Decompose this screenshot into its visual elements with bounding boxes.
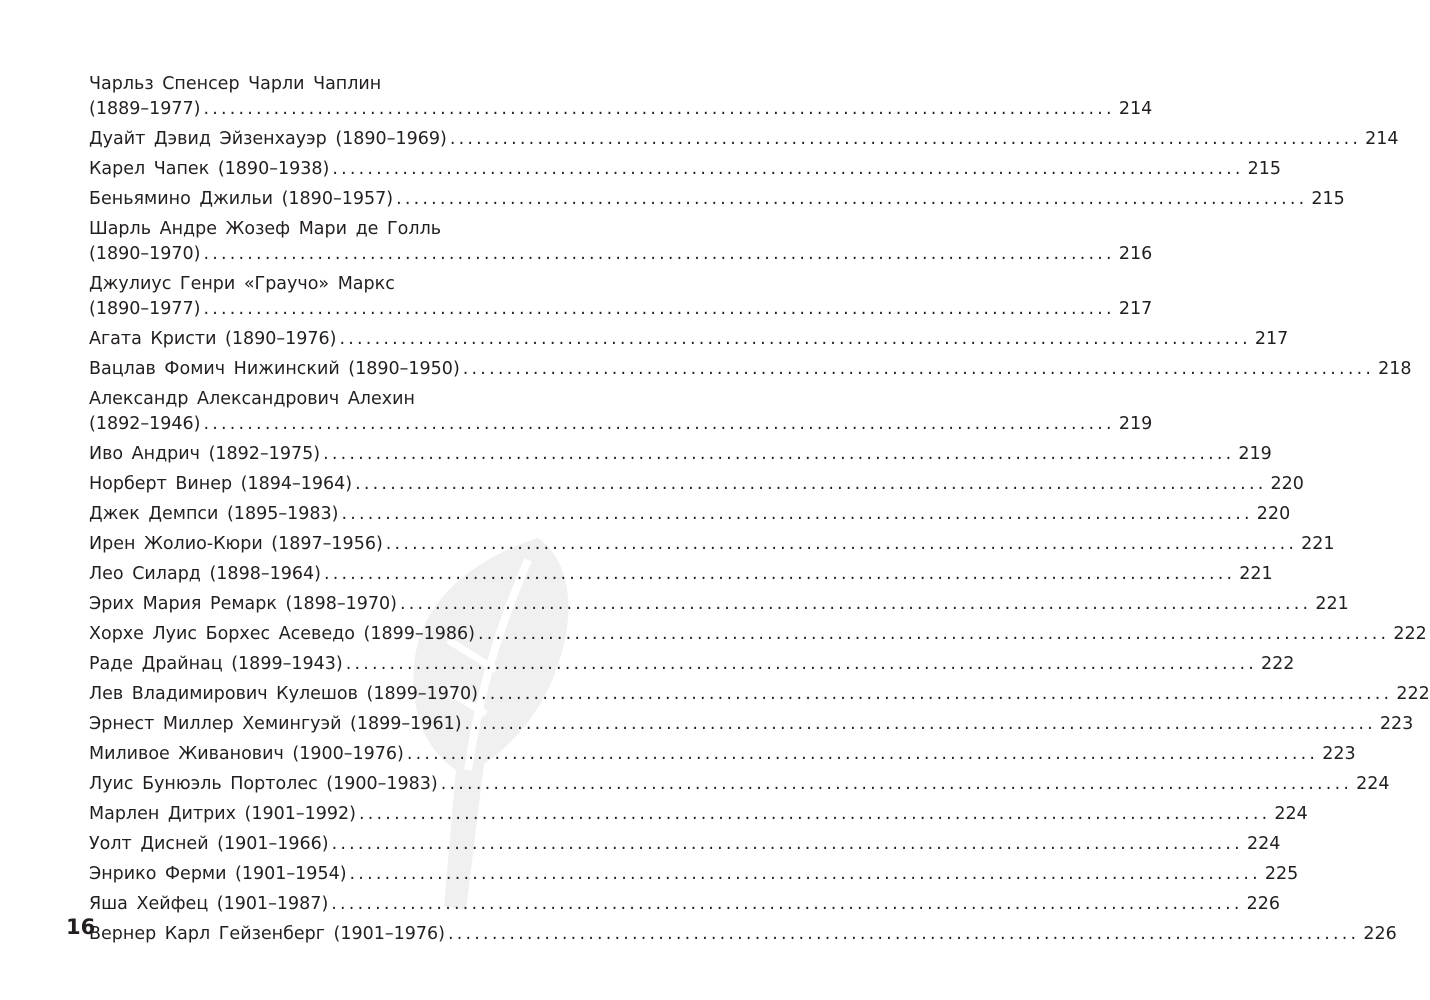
toc-entry-name: Уолт Дисней (1901–1966) bbox=[89, 834, 329, 854]
toc-entry-name: Эрнест Миллер Хемингуэй (1899–1961) bbox=[89, 714, 462, 734]
toc-entry-years: (1890–1970) bbox=[89, 244, 201, 264]
toc-entry bbox=[89, 862, 1299, 887]
dot-leader: ........................................................................................................ bbox=[480, 684, 1393, 704]
toc-entry-page: 221 bbox=[1301, 534, 1335, 554]
toc-entry-name: Хорхе Луис Борхес Асеведо (1899–1986) bbox=[89, 624, 475, 644]
dot-leader: ........................................................................................................ bbox=[477, 624, 1390, 644]
table-of-contents bbox=[89, 72, 1430, 952]
dot-leader: ........................................................................................................ bbox=[339, 329, 1251, 349]
dot-leader: ........................................................................................................ bbox=[203, 99, 1115, 119]
toc-entry-row bbox=[89, 502, 1291, 527]
toc-entry-name: Вернер Карл Гейзенберг (1901–1976) bbox=[89, 924, 445, 944]
toc-entry bbox=[89, 742, 1356, 767]
toc-entry-page: 223 bbox=[1379, 714, 1414, 734]
toc-entry-page: 221 bbox=[1315, 594, 1349, 614]
toc-entry-page: 217 bbox=[1254, 329, 1289, 349]
toc-entry-name: Миливое Живанович (1900–1976) bbox=[89, 744, 404, 764]
toc-entry-name: Джулиус Генри «Граучо» Маркс bbox=[89, 274, 395, 294]
toc-entry bbox=[89, 72, 1153, 122]
toc-entry-row bbox=[89, 242, 1153, 267]
toc-entry-page: 225 bbox=[1264, 864, 1299, 884]
dot-leader: ........................................................................................................ bbox=[462, 359, 1375, 379]
toc-entry-row bbox=[89, 652, 1295, 677]
toc-entry-page: 214 bbox=[1118, 99, 1153, 119]
dot-leader: ........................................................................................................ bbox=[203, 244, 1115, 264]
dot-leader: ........................................................................................................ bbox=[406, 744, 1319, 764]
toc-entry-name: Лев Владимирович Кулешов (1899–1970) bbox=[89, 684, 478, 704]
toc-entry-name: Марлен Дитрих (1901–1992) bbox=[89, 804, 357, 824]
toc-entry bbox=[89, 187, 1345, 212]
toc-entry-name: Иво Андрич (1892–1975) bbox=[89, 444, 321, 464]
toc-entry-row bbox=[89, 472, 1304, 497]
toc-entry-row bbox=[89, 592, 1349, 617]
toc-entry bbox=[89, 327, 1289, 352]
toc-entry-page: 221 bbox=[1239, 564, 1273, 584]
toc-entry-page: 219 bbox=[1238, 444, 1272, 464]
toc-entry bbox=[89, 832, 1281, 857]
toc-entry bbox=[89, 472, 1304, 497]
toc-entry-page: 215 bbox=[1311, 189, 1345, 209]
toc-entry bbox=[89, 387, 1153, 437]
toc-entry-row bbox=[89, 412, 1153, 437]
toc-entry-page: 223 bbox=[1322, 744, 1356, 764]
toc-entry-row bbox=[89, 772, 1390, 797]
toc-entry bbox=[89, 922, 1397, 947]
toc-entry-page: 217 bbox=[1118, 299, 1153, 319]
dot-leader: ........................................................................................................ bbox=[323, 564, 1236, 584]
dot-leader: ........................................................................................................ bbox=[323, 444, 1235, 464]
dot-leader: ........................................................................................................ bbox=[355, 474, 1267, 494]
dot-leader: ........................................................................................................ bbox=[203, 299, 1115, 319]
toc-entry-row bbox=[89, 892, 1281, 917]
toc-entry-row bbox=[89, 742, 1356, 767]
toc-entry-row bbox=[89, 357, 1412, 382]
toc-entry-name: Эрих Мария Ремарк (1898–1970) bbox=[89, 594, 397, 614]
toc-entry bbox=[89, 772, 1390, 797]
toc-entry-page: 218 bbox=[1378, 359, 1412, 379]
toc-entry-name: Яша Хейфец (1901–1987) bbox=[89, 894, 329, 914]
toc-entry-page: 224 bbox=[1356, 774, 1390, 794]
toc-entry-row bbox=[89, 832, 1281, 857]
dot-leader: ........................................................................................................ bbox=[385, 534, 1298, 554]
toc-entry-name: Чарльз Спенсер Чарли Чаплин bbox=[89, 74, 382, 94]
dot-leader: ........................................................................................................ bbox=[331, 834, 1243, 854]
toc-entry-name: Джек Демпси (1895–1983) bbox=[89, 504, 339, 524]
toc-entry-name: Ирен Жолио-Кюри (1897–1956) bbox=[89, 534, 383, 554]
toc-entry-name: Луис Бунюэль Портолес (1900–1983) bbox=[89, 774, 438, 794]
toc-entry-row bbox=[89, 622, 1427, 647]
toc-entry-row bbox=[89, 562, 1273, 587]
dot-leader: ........................................................................................................ bbox=[464, 714, 1376, 734]
toc-entry-name: Раде Драйнац (1899–1943) bbox=[89, 654, 343, 674]
dot-leader: ........................................................................................................ bbox=[332, 159, 1244, 179]
toc-entry bbox=[89, 892, 1281, 917]
dot-leader: ........................................................................................................ bbox=[399, 594, 1312, 614]
toc-entry-page: 220 bbox=[1270, 474, 1304, 494]
dot-leader: ........................................................................................................ bbox=[345, 654, 1258, 674]
toc-entry-name: Лео Силард (1898–1964) bbox=[89, 564, 321, 584]
toc-entry-page: 224 bbox=[1274, 804, 1308, 824]
toc-entry-row bbox=[89, 97, 1153, 122]
toc-entry-row bbox=[89, 157, 1282, 182]
toc-entry bbox=[89, 592, 1349, 617]
toc-entry-page: 222 bbox=[1393, 624, 1427, 644]
toc-entry bbox=[89, 712, 1414, 737]
toc-entry-name: Вацлав Фомич Нижинский (1890–1950) bbox=[89, 359, 460, 379]
dot-leader: ........................................................................................................ bbox=[440, 774, 1353, 794]
toc-entry-page: 222 bbox=[1261, 654, 1295, 674]
toc-entry bbox=[89, 442, 1272, 467]
dot-leader: ........................................................................................................ bbox=[331, 894, 1243, 914]
toc-entry-page: 219 bbox=[1118, 414, 1153, 434]
toc-entry-page: 224 bbox=[1246, 834, 1281, 854]
toc-entry-name: Дуайт Дэвид Эйзенхауэр (1890–1969) bbox=[89, 129, 447, 149]
toc-entry bbox=[89, 127, 1399, 152]
toc-entry-row bbox=[89, 862, 1299, 887]
toc-entry bbox=[89, 802, 1308, 827]
toc-entry bbox=[89, 502, 1291, 527]
toc-entry bbox=[89, 217, 1153, 267]
toc-entry bbox=[89, 622, 1427, 647]
toc-entry-name: Александр Александрович Алехин bbox=[89, 389, 415, 409]
toc-entry-row bbox=[89, 127, 1399, 152]
toc-entry-name: Беньямино Джильи (1890–1957) bbox=[89, 189, 394, 209]
toc-entry-page: 226 bbox=[1246, 894, 1281, 914]
toc-entry bbox=[89, 157, 1282, 182]
dot-leader: ........................................................................................................ bbox=[359, 804, 1271, 824]
toc-entry bbox=[89, 562, 1273, 587]
dot-leader: ........................................................................................................ bbox=[449, 129, 1362, 149]
toc-entry-row bbox=[89, 802, 1308, 827]
toc-entry-row bbox=[89, 922, 1397, 947]
dot-leader: ........................................................................................................ bbox=[341, 504, 1253, 524]
toc-entry-row bbox=[89, 327, 1289, 352]
toc-entry-row bbox=[89, 187, 1345, 212]
toc-entry-name: Энрико Ферми (1901–1954) bbox=[89, 864, 347, 884]
toc-entry-name: Шарль Андре Жозеф Мари де Голль bbox=[89, 219, 442, 239]
toc-entry-years: (1889–1977) bbox=[89, 99, 201, 119]
toc-entry-years: (1890–1977) bbox=[89, 299, 201, 319]
dot-leader: ........................................................................................................ bbox=[448, 924, 1360, 944]
toc-entry bbox=[89, 532, 1335, 557]
toc-entry-row bbox=[89, 532, 1335, 557]
toc-entry-row bbox=[89, 712, 1414, 737]
toc-entry-name: Карел Чапек (1890–1938) bbox=[89, 159, 330, 179]
dot-leader: ........................................................................................................ bbox=[349, 864, 1261, 884]
toc-entry-page: 226 bbox=[1363, 924, 1397, 944]
toc-entry-row bbox=[89, 682, 1430, 707]
toc-entry bbox=[89, 682, 1430, 707]
toc-entry bbox=[89, 652, 1295, 677]
toc-entry-name: Агата Кристи (1890–1976) bbox=[89, 329, 337, 349]
dot-leader: ........................................................................................................ bbox=[396, 189, 1308, 209]
toc-entry-years: (1892–1946) bbox=[89, 414, 201, 434]
toc-entry-name: Норберт Винер (1894–1964) bbox=[89, 474, 353, 494]
toc-entry bbox=[89, 357, 1412, 382]
dot-leader: ........................................................................................................ bbox=[203, 414, 1115, 434]
toc-entry bbox=[89, 272, 1153, 322]
toc-entry-row bbox=[89, 297, 1153, 322]
toc-entry-row bbox=[89, 442, 1272, 467]
toc-entry-page: 220 bbox=[1256, 504, 1291, 524]
toc-entry-page: 222 bbox=[1396, 684, 1430, 704]
toc-entry-page: 214 bbox=[1365, 129, 1399, 149]
toc-entry-page: 216 bbox=[1118, 244, 1153, 264]
toc-entry-page: 215 bbox=[1247, 159, 1282, 179]
page-number: 16 bbox=[66, 915, 96, 939]
